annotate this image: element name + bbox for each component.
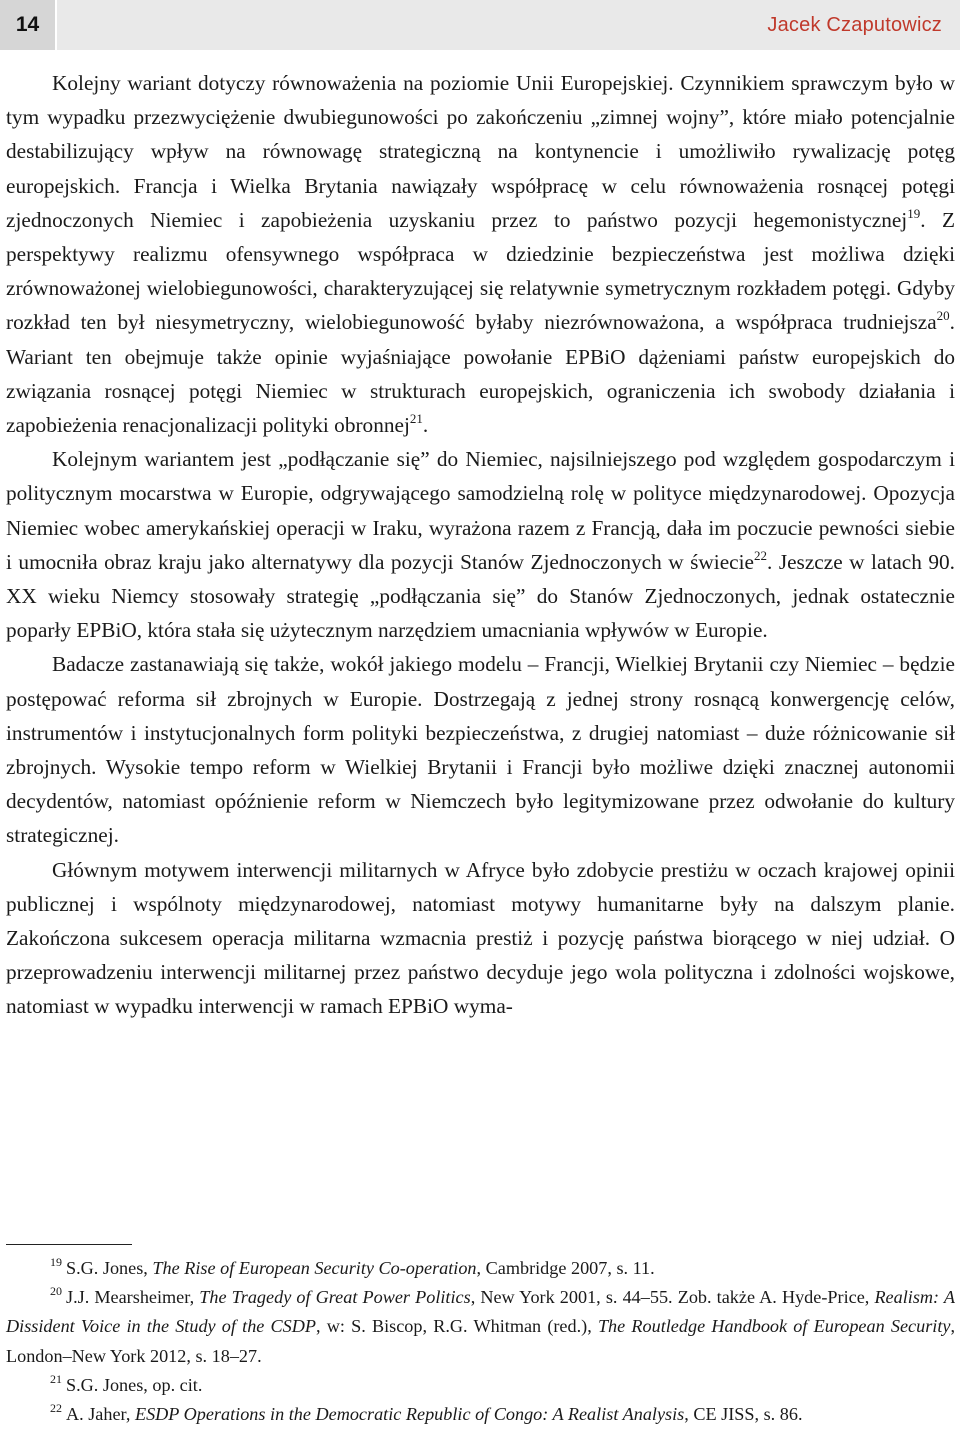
cited-title: The Rise of European Security Co-operation bbox=[152, 1258, 477, 1278]
footnote-20: $^{20}$ J.J. Mearsheimer, The Tragedy of Great Power Politics, New York 2001, s. 44–55. Zob. także A. Hyde-Price, Realism: A Dissident Voice in the Study of the CSDP, w: S. Biscop, R.G. Whitman (red.), The Routledge Handbook of European Security, London–New York 2012, s. 18–27. bbox=[6, 1284, 955, 1366]
footnote-number: 22 bbox=[50, 1400, 62, 1415]
footnote-number: 19 bbox=[50, 1254, 62, 1269]
page-header bbox=[0, 0, 960, 50]
footnote-ref-21[interactable]: 21 bbox=[409, 410, 423, 426]
page-number: 14 bbox=[0, 0, 55, 50]
footnote-ref-19[interactable]: 19 bbox=[907, 205, 921, 221]
footnote-separator bbox=[6, 1244, 132, 1245]
footnote-22: $^{22}$ A. Jaher, ESDP Operations in the Democratic Republic of Congo: A Realist Analysis, CE JISS, s. 86. bbox=[50, 1400, 803, 1425]
running-head-author: Jacek Czaputowicz bbox=[57, 0, 960, 50]
paragraph-1: Kolejny wariant dotyczy równoważenia na poziomie Unii Europejskiej. Czynnikiem sprawczym było w tym wypadku przezwyciężenie dwubiegunowości po zakończeniu „zimnej wojny”, które miało potencjalnie destabilizujący wpływ na równowagę strategiczną na kontynencie i umożliwiło rywalizację potęg europejskich. Francja i Wielka Brytania nawiązały współpracę w celu równoważenia rosnącej potęgi zjednoczonych Niemiec i zapobieżenia uzyskaniu przez to państwo pozycji hegemonistycznej$^{19}$. Z perspektywy realizmu ofensywnego współpraca w dziedzinie bezpieczeństwa jest możliwa dzięki zrównoważonej wielobiegunowości, charakteryzującej się relatywnie symetrycznym rozkładem potęgi. Gdyby rozkład ten był niesymetryczny, wielobiegunowość byłaby niezrównoważona, a współpraca trudniejsza$^{20}$. Wariant ten obejmuje także opinie wyjaśniające powołanie EPBiO dążeniami państw europejskich do związania rosnącej potęgi Niemiec w strukturach europejskich, ograniczenia ich swobody działania i zapobieżenia renacjonalizacji polityki obronnej$^{21}$. bbox=[6, 71, 955, 438]
footnote-number: 20 bbox=[50, 1284, 62, 1299]
body-text bbox=[6, 66, 955, 1024]
footnote-number: 21 bbox=[50, 1371, 62, 1386]
cited-title: ESDP Operations in the Democratic Republic of Congo: A Realist Analysis bbox=[134, 1404, 685, 1425]
cited-title: The Routledge Handbook of European Security bbox=[597, 1316, 951, 1337]
footnote-21: $^{21}$ S.G. Jones, op. cit. bbox=[50, 1371, 203, 1395]
footnotes bbox=[6, 1254, 955, 1429]
footnote-19: $^{19}$ S.G. Jones, The Rise of European Security Co-operation, Cambridge 2007, s. 11. bbox=[50, 1254, 655, 1278]
cited-title: The Tragedy of Great Power Politics bbox=[199, 1287, 471, 1308]
footnote-ref-20[interactable]: 20 bbox=[936, 308, 950, 324]
paragraph-3: Badacze zastanawiają się także, wokół jakiego modelu – Francji, Wielkiej Brytanii czy Niemiec – będzie postępować reforma sił zbrojnych w Europie. Dostrzegają z jednej strony rosnącą konwergencję celów, instrumentów i instytucjonalnych form polityki bezpieczeństwa, z drugiej natomiast – duże różnicowanie sił zbrojnych. Wysokie tempo reform w Wielkiej Brytanii i Francji było możliwe dzięki znacznej autonomii decydentów, natomiast opóźnienie reform w Niemczech było legitymizowane przez odwołanie do kultury strategicznej. bbox=[6, 652, 955, 848]
paragraph-4: Głównym motywem interwencji militarnych w Afryce było zdobycie prestiżu w oczach krajowej opinii publicznej i wspólnoty międzynarodowej, natomiast motywy humanitarne były na dalszym planie. Zakończona sukcesem operacja militarna wzmacnia prestiż i pozycję państwa biorącego w niej udział. O przeprowadzeniu interwencji militarnej przez państwo decyduje jego wola polityczna i zdolności wojskowe, natomiast w wypadku interwencji w ramach EPBiO wyma- bbox=[6, 857, 955, 1019]
footnote-ref-22[interactable]: 22 bbox=[754, 547, 767, 563]
cited-title: Realism: A Dissident Voice in the Study of the CSDP bbox=[6, 1287, 955, 1337]
paragraph-2: Kolejnym wariantem jest „podłączanie się” do Niemiec, najsilniejszego pod względem gospodarczym i politycznym mocarstwa w Europie, odgrywającego samodzielną rolę w polityce międzynarodowej. Opozycja Niemiec wobec amerykańskiej operacji w Iraku, wyrażona razem z Francją, dała im poczucie pewności siebie i umocniła obraz kraju jako alternatywy dla pozycji Stanów Zjednoczonych w świecie$^{22}$. Jeszcze w latach 90. XX wieku Niemcy stosowały strategię „podłączania się” do Stanów Zjednoczonych, jednak ostatecznie poparły EPBiO, która stała się użytecznym narzędziem umacniania wpływów w Europie. bbox=[6, 447, 955, 643]
